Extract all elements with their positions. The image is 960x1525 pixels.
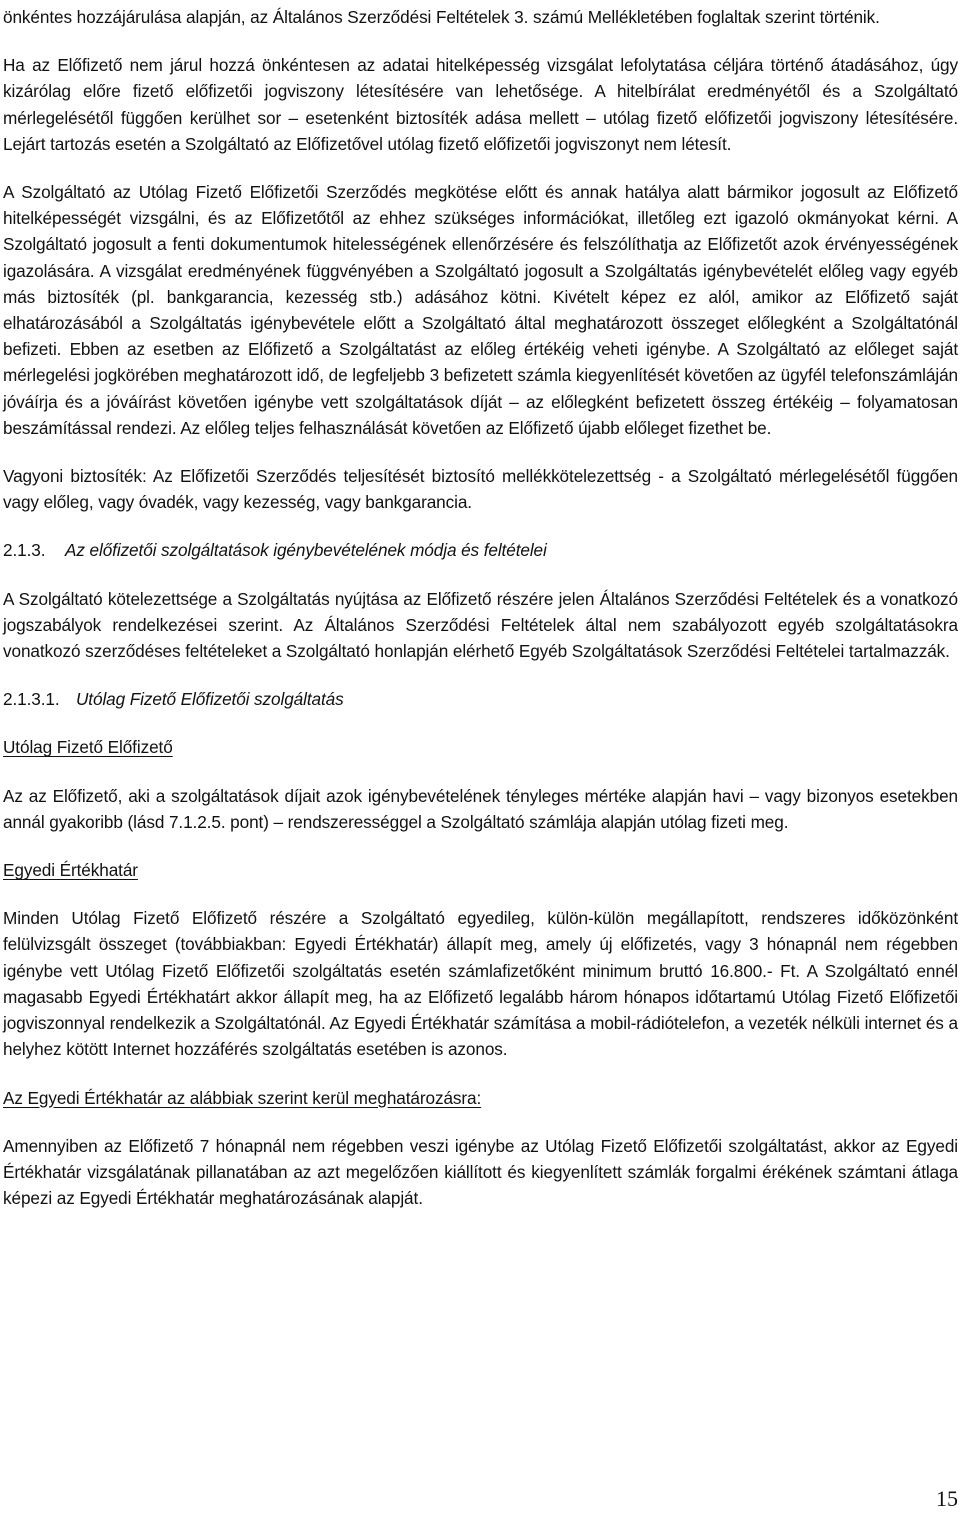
paragraph-individual-limit: Minden Utólag Fizető Előfizető részére a Szolgáltató egyedileg, külön-külön megállapított, rendszeres időközönként felülvizsgált összeget (továbbiakban: Egyedi Értékhatár) állapít meg, amely új előfizetés, vagy 3 hónapnál nem régebben igénybe vett Utólag Fizető Előfizetői szolgáltatás esetén számlafizetőként minimum bruttó 16.800.- Ft. A Szolgáltató ennél magasabb Egyedi Értékhatárt akkor állapít meg, ha az Előfizető legalább három hónapos időtartamú Utólag Fizető Előfizetői jogviszonnyal rendelkezik a Szolgáltatónál. Az Egyedi Értékhatár számítása a mobil-rádiótelefon, a vezeték nélküli internet és a helyhez kötött Internet hozzáférés szolgáltatás esetében is azonos. (3, 908, 958, 1060)
subheading-text: Egyedi Értékhatár (3, 860, 138, 881)
paragraph-postpaid-definition: Az az Előfizető, aki a szolgáltatások díjait azok igénybevételének tényleges mértéke alapján havi – vagy bizonyos esetekben annál gyakoribb (lásd 7.1.2.5. pont) – rendszerességgel a Szolgáltató számlája alapján utólag fizeti meg. (3, 785, 958, 832)
section-number: 2.1.3.1. (3, 689, 60, 710)
page-number: 15 (936, 1486, 958, 1511)
section-number: 2.1.3. (3, 540, 46, 561)
paragraph-provider-obligation: A Szolgáltató kötelezettsége a Szolgáltatás nyújtása az Előfizető részére jelen Általános Szerződési Feltételek és a vonatkozó jogszabályok rendelkezései szerint. Az Általános Szerződési Feltételek által nem szabályozott egyéb szolgáltatásokra vonatkozó szerződéses feltételeket a Szolgáltató honlapján elérhető Egyéb Szolgáltatások Szerződési Feltételei tartalmazzák. (3, 588, 958, 662)
subheading-text: Az Egyedi Értékhatár az alábbiak szerint kerül meghatározásra: (3, 1087, 482, 1108)
section-title: Az előfizetői szolgáltatások igénybevételének módja és feltételei (65, 540, 547, 561)
paragraph-credit-check-refusal: Ha az Előfizető nem járul hozzá önkéntesen az adatai hitelképesség vizsgálat lefolytatása céljára történő átadásához, úgy kizárólag előre fizető előfizetői jogviszony létesítésére van lehetősége. A hitelbírálat eredményétől és a Szolgáltató mérlegelésétől függően kerülhet sor – esetenként biztosíték adása mellett – utólag fizető előfizetői jogviszony létesítésére. Lejárt tartozás esetén a Szolgáltató az Előfizetővel utólag fizető előfizetői jogviszonyt nem létesít. (3, 55, 958, 154)
paragraph-limit-calculation: Amennyiben az Előfizető 7 hónapnál nem régebben veszi igénybe az Utólag Fizető Előfizetői szolgáltatást, akkor az Egyedi Értékhatár vizsgálatának pillanatában az azt megelőzően kiállított és kiegyenlített számlák forgalmi érékének számtani átlaga képezi az Egyedi Értékhatár meghatározásának alapját. (3, 1135, 958, 1209)
subheading-text: Utólag Fizető Előfizető (3, 737, 173, 758)
section-heading-2-1-3 (3, 537, 958, 563)
subheading-limit-calculation (3, 1085, 958, 1111)
paragraph-financial-guarantee: Vagyoni biztosíték: Az Előfizetői Szerződés teljesítését biztosító mellékkötelezettség - a Szolgáltató mérlegelésétől függően vagy előleg, vagy óvadék, vagy kezesség, vagy bankgarancia. (3, 466, 958, 513)
paragraph-consent-continuation: önkéntes hozzájárulása alapján, az Általános Szerződési Feltételek 3. számú Mellékletében foglaltak szerint történik. (3, 7, 880, 27)
document-page (3, 0, 958, 1211)
section-title: Utólag Fizető Előfizetői szolgáltatás (76, 689, 344, 710)
subheading-postpaid-subscriber (3, 734, 958, 760)
subheading-individual-limit (3, 857, 958, 883)
section-heading-2-1-3-1 (3, 686, 958, 712)
paragraph-creditworthiness-check: A Szolgáltató az Utólag Fizető Előfizetői Szerződés megkötése előtt és annak hatálya alatt bármikor jogosult az Előfizető hitelképességét vizsgálni, és az Előfizetőtől az ehhez szükséges információkat, illetőleg ezt igazoló okmányokat kérni. A Szolgáltató jogosult a fenti dokumentumok hitelességének ellenőrzésére és felszólíthatja az Előfizetőt azok érvényességének igazolására. A vizsgálat eredményének függvényében a Szolgáltató jogosult a Szolgáltatás igénybevételét előleg vagy egyéb más biztosíték (pl. bankgarancia, kezesség stb.) adásához kötni. Kivételt képez ez alól, amikor az Előfizető saját elhatározásából a Szolgáltatás igénybevétele előtt a Szolgáltató által meghatározott összeget előlegként a Szolgáltatónál befizeti. Ebben az esetben az Előfizető a Szolgáltatást az előleg értékéig veheti igénybe. A Szolgáltató az előleget saját mérlegelési jogkörében meghatározott idő, de legfeljebb 3 befizetett számla kiegyenlítését követően az ügyfél telefonszámláján jóváírja és a jóváírást követően igénybe vett szolgáltatások díját – az előlegként befizetett összeg értékéig – folyamatosan beszámítással rendezi. Az előleg teljes felhasználását követően az Előfizető újabb előleget fizethet be. (3, 182, 958, 438)
